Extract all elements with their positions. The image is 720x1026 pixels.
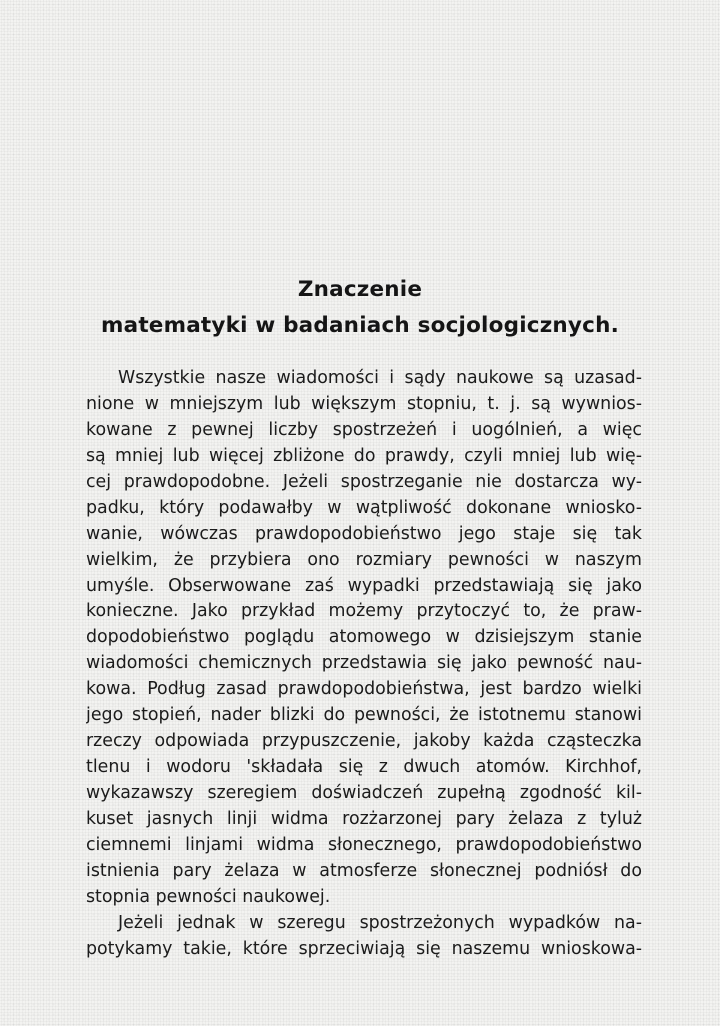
chapter-title-line-2: matematyki w badaniach socjologicznych.: [101, 313, 619, 338]
text-line: potykamy takie, które sprzeciwiają się naszemu wnioskowa-: [86, 938, 642, 959]
chapter-title-line-1: Znaczenie: [297, 277, 423, 302]
text-line: są mniej lub więcej zbliżone do prawdy, czyli mniej lub wię-: [86, 445, 642, 466]
text-line: umyśle. Obserwowane zaś wypadki przedstawiają się jako: [86, 575, 642, 596]
text-line: stopnia pewności naukowej.: [86, 886, 331, 907]
text-line: wielkim, że przybiera ono rozmiary pewności w naszym: [86, 549, 642, 570]
text-line: rzeczy odpowiada przypuszczenie, jakoby każda cząsteczka: [86, 731, 642, 752]
text-line: cej prawdopodobne. Jeżeli spostrzeganie nie dostarcza wy-: [86, 471, 642, 492]
text-line: dopodobieństwo poglądu atomowego w dzisiejszym stanie: [86, 627, 642, 648]
text-line: wiadomości chemicznych przedstawia się jako pewność nau-: [86, 653, 642, 674]
text-line: kuset jasnych linji widma rozżarzonej pary żelaza z tyluż: [86, 808, 642, 829]
text-line: Jeżeli jednak w szeregu spostrzeżonych wypadków na-: [118, 912, 642, 933]
text-line: wanie, wówczas prawdopodobieństwo jego staje się tak: [86, 523, 642, 544]
text-line: tlenu i wodoru 'składała się z dwuch atomów. Kirchhof,: [86, 757, 642, 778]
text-line: istnienia pary żelaza w atmosferze słonecznej podniósł do: [86, 860, 642, 881]
text-line: kowane z pewnej liczby spostrzeżeń i uogólnień, a więc: [86, 419, 642, 440]
text-line: ciemnemi linjami widma słonecznego, prawdopodobieństwo: [86, 834, 642, 855]
text-line: Wszystkie nasze wiadomości i sądy naukowe są uzasad-: [118, 368, 642, 388]
text-line: jego stopień, nader blizki do pewności, że istotnemu stanowi: [86, 705, 642, 726]
text-line: kowa. Podług zasad prawdopodobieństwa, jest bardzo wielki: [86, 679, 642, 700]
text-line: konieczne. Jako przykład możemy przytoczyć to, że praw-: [86, 601, 642, 622]
chapter-title: [80, 272, 640, 344]
text-line: wykazawszy szeregiem doświadczeń zupełną zgodność kil-: [86, 783, 642, 803]
text-line: padku, który podawałby w wątpliwość dokonane wniosko-: [86, 497, 642, 518]
body-text: [86, 366, 642, 963]
text-line: nione w mniejszym lub większym stopniu, t. j. są wywnios-: [86, 393, 642, 414]
